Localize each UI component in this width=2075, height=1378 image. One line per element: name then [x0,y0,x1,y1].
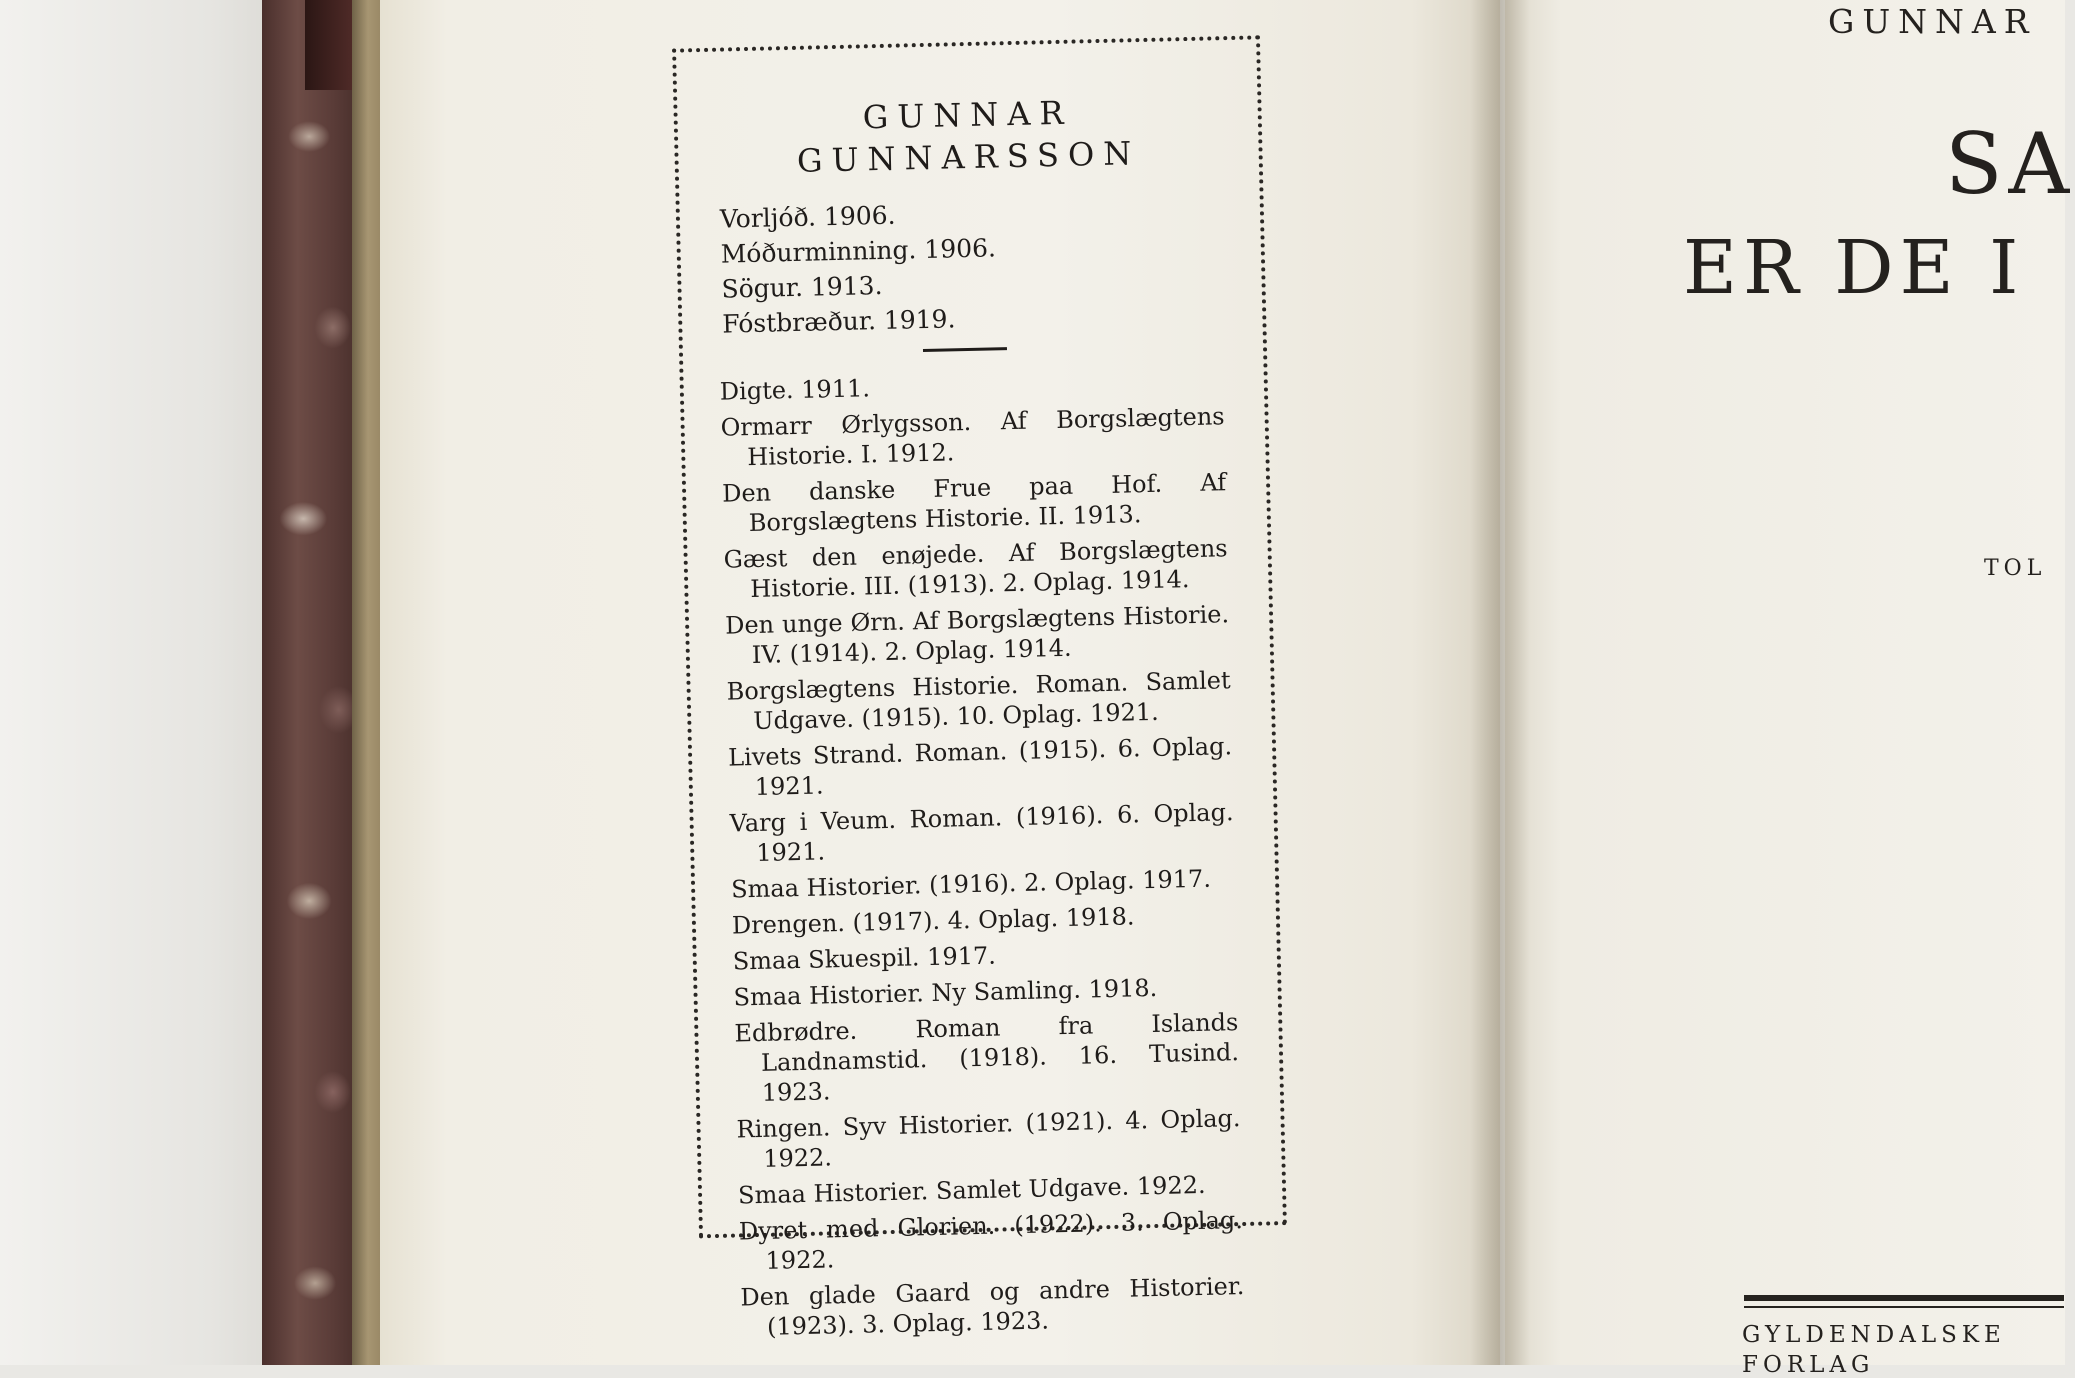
list-item: Ormarr Ørlygsson. Af Borgslægtens Historie. I. 1912. [720,402,1225,472]
list-item: Dyret med Glorien. (1922). 3. Oplag. 1922. [738,1206,1244,1275]
list-item: Móðurminning. 1906. [720,233,997,269]
list-item: Drengen. (1917). 4. Oplag. 1918. [731,902,1135,940]
list-item: Den danske Frue paa Hof. Af Borgslægtens Historie. II. 1913. [721,468,1227,538]
list-item: Borgslægtens Historie. Roman. Samlet Udgave. (1915). 10. Oplag. 1921. [726,666,1231,735]
list-item: Fóstbræður. 1919. [722,304,956,339]
author-last-name: GUNNARSSON [796,134,1141,180]
list-item: Smaa Skuespil. 1917. [732,941,997,976]
list-item: Varg i Veum. Roman. (1916). 6. Oplag. 1921. [729,798,1234,867]
book-gutter [1470,0,1530,1365]
list-item: Gæst den enøjede. Af Borgslægtens Historie. III. (1913). 2. Oplag. 1914. [723,534,1228,604]
danish-works-list [720,365,1246,1342]
list-item: Den unge Ørn. Af Borgslægtens Historie. IV. (1914). 2. Oplag. 1914. [724,600,1230,670]
list-item: Smaa Historier. Ny Samling. 1918. [733,973,1158,1012]
list-item: Edbrødre. Roman fra Islands Landnamstid. (1918). 16. Tusind. 1923. [734,1008,1240,1107]
publisher-rule-thin [1744,1306,2064,1308]
publisher-forlag: FORLAG [1742,1352,1875,1378]
table-surface [0,0,300,1365]
list-item: Smaa Historier. (1916). 2. Oplag. 1917. [730,864,1212,904]
author-name [677,87,1259,184]
list-item: Ringen. Syv Historier. (1921). 4. Oplag. 1922. [736,1104,1241,1173]
title-page-author: GUNNAR [1828,2,2037,41]
list-item: Livets Strand. Roman. (1915). 6. Oplag. 1921. [727,732,1233,801]
publisher-name: GYLDENDALSKE [1742,1322,2006,1348]
title-page-title-line2: ER DE I [1683,225,2025,311]
list-item: Vorljóð. 1906. [719,200,896,234]
icelandic-works-list [720,189,1263,341]
list-item: Smaa Historier. Samlet Udgave. 1922. [737,1170,1206,1210]
list-item: Sögur. 1913. [721,270,883,304]
title-page-subtitle: TOL [1984,556,2047,581]
title-page-title-line1: SA [1945,115,2075,213]
section-divider [923,347,1007,352]
publisher-rule [1744,1295,2064,1301]
list-item: Digte. 1911. [719,374,871,406]
bibliography-frame [672,35,1287,1341]
author-first-name: GUNNAR [862,93,1073,137]
list-item: Den glade Gaard og andre Historier. (1923). 3. Oplag. 1923. [740,1272,1245,1341]
